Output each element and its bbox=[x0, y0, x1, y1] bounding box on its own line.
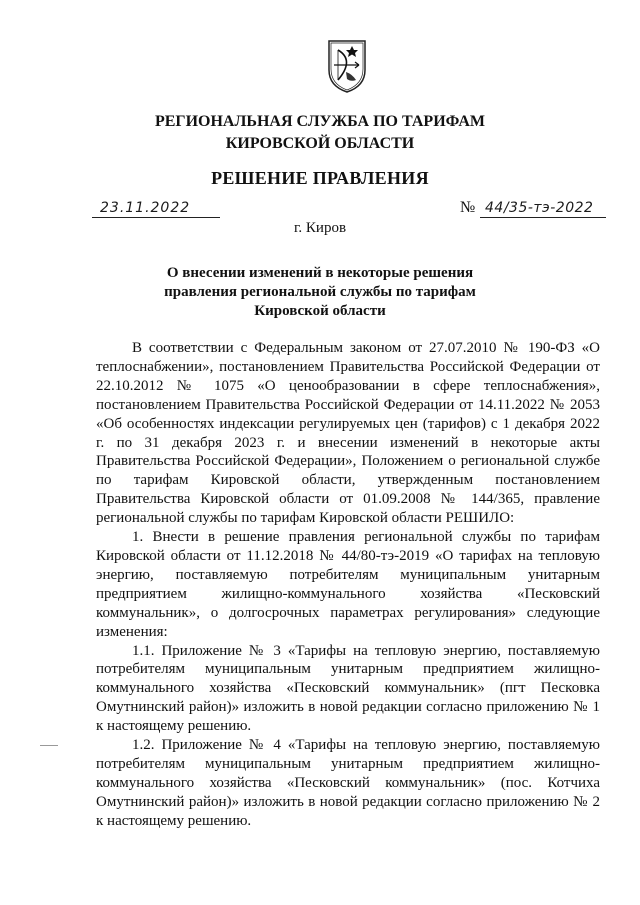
body-paragraph-preamble: В соответствии с Федеральным законом от 27.07.2010 № 190-ФЗ «О теплоснабжении», постановлением Правительства Российской Федерации от 22.10.2012 № 1075 «О ценообразовании в сфере теплоснабжения», постановлением Правительства Российской Федерации от 14.11.2022 № 2053 «Об особенностях индексации регулируемых цен (тарифов) с 1 декабря 2022 г. по 31 декабря 2023 г. и внесении изменений в некоторые акты Правительства Российской Федерации», Положением о региональной службе по тарифам Кировской области, утвержденным постановлением Правительства Кировской области от 01.09.2008 № 144/365, правление региональной службы по тарифам Кировской области РЕШИЛО: bbox=[96, 340, 600, 527]
number-block bbox=[460, 198, 610, 222]
subject-line-3: Кировской области bbox=[254, 303, 386, 319]
body-paragraph-item-1-2: 1.2. Приложение № 4 «Тарифы на тепловую энергию, поставляемую потребителям муниципальным унитарным предприятием жилищно-коммунального хозяйства «Песковский коммунальник» (пос. Котчиха Омутнинский район)» изложить в новой редакции согласно приложению № 2 к настоящему решению. bbox=[96, 737, 600, 829]
date-underline bbox=[92, 217, 220, 218]
handwritten-date: 23.11.2022 bbox=[100, 200, 191, 216]
document-subject bbox=[0, 264, 640, 321]
number-underline bbox=[480, 217, 606, 218]
margin-mark bbox=[40, 745, 58, 746]
document-body bbox=[96, 339, 600, 831]
organization-name-line-2: КИРОВСКОЙ ОБЛАСТИ bbox=[225, 135, 415, 152]
handwritten-number: 44/35-тэ-2022 bbox=[485, 200, 594, 216]
body-paragraph-item-1: 1. Внести в решение правления региональной службы по тарифам Кировской области от 11.12.2018 № 44/80-тэ-2019 «О тарифах на тепловую энергию, поставляемую потребителям муниципальным унитарным предприятием жилищно-коммунального хозяйства «Песковский коммунальник», о долгосрочных параметрах регулирования» следующие изменения: bbox=[96, 529, 600, 640]
subject-line-1: О внесении изменений в некоторые решения bbox=[166, 265, 474, 281]
number-sign: № bbox=[460, 199, 476, 216]
body-paragraph-item-1-1: 1.1. Приложение № 3 «Тарифы на тепловую энергию, поставляемую потребителям муниципальным унитарным предприятием жилищно-коммунального хозяйства «Песковский коммунальник» (пгт Песковка Омутнинский район)» изложить в новой редакции согласно приложению № 1 к настоящему решению. bbox=[96, 642, 600, 735]
organization-name bbox=[0, 111, 640, 155]
organization-name-line-1: РЕГИОНАЛЬНАЯ СЛУЖБА ПО ТАРИФАМ bbox=[154, 113, 486, 130]
city-name: г. Киров bbox=[293, 220, 347, 236]
subject-line-2: правления региональной службы по тарифам bbox=[164, 284, 476, 300]
document-type-title: РЕШЕНИЕ ПРАВЛЕНИЯ bbox=[211, 168, 429, 188]
kirov-coat-of-arms-icon bbox=[325, 36, 369, 94]
